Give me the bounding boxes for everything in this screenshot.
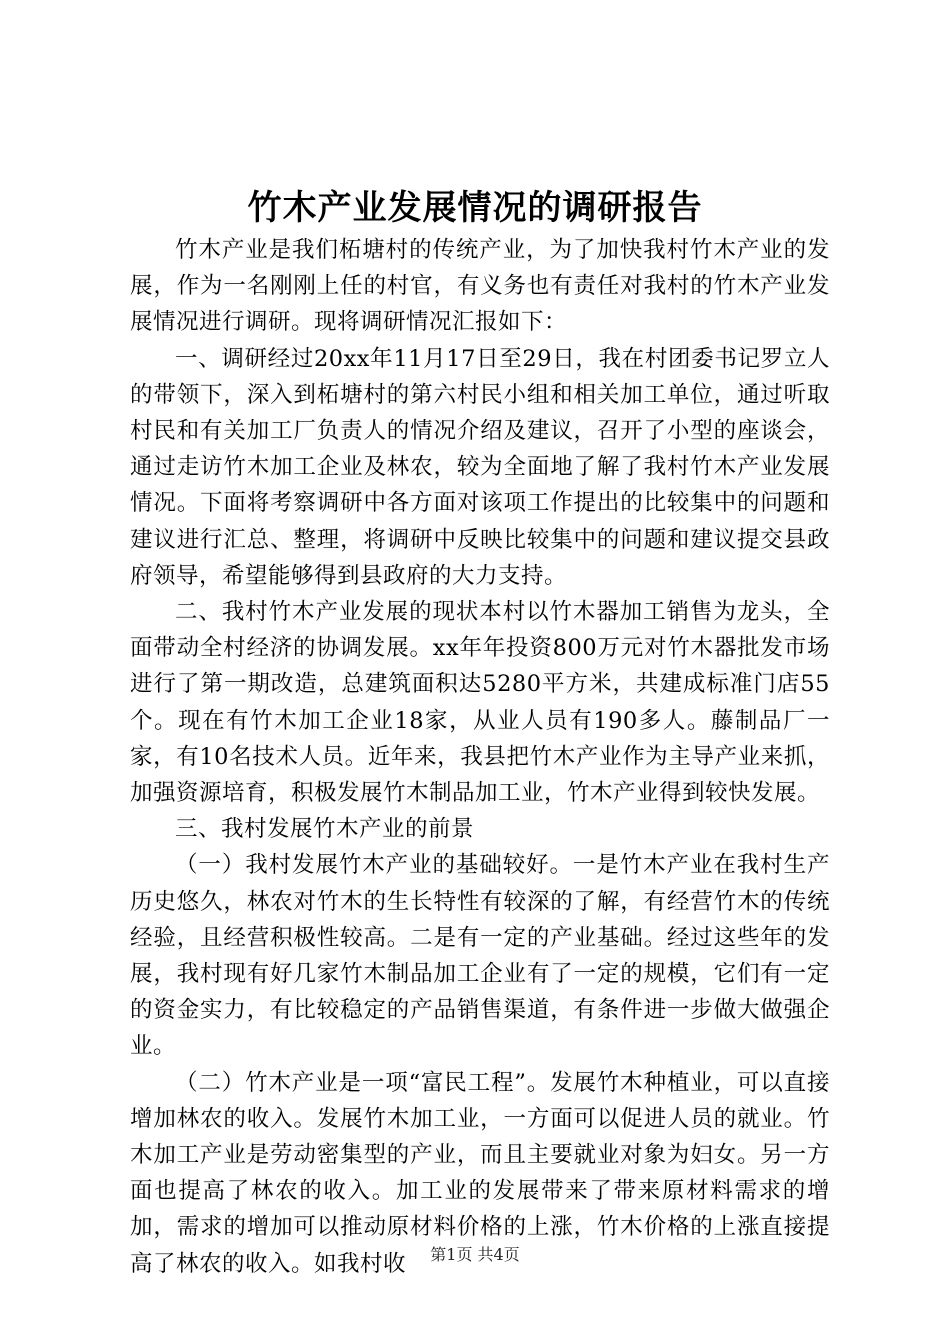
- document-title: 竹木产业发展情况的调研报告: [247, 188, 703, 228]
- page-number-footer: 第1页 共4页: [430, 1245, 520, 1264]
- section-heading-prospects: 三、我村发展竹木产业的前景: [175, 816, 475, 843]
- paragraph-research-process: 一、调研经过20xx年11月17日至29日，我在村团委书记罗立人的带领下，深入到柘塘村的第六村民小组和相关加工单位，通过听取村民和有关加工厂负责人的情况介绍及建议，召开了小型的座谈会，通过走访竹木加工企业及林农，较为全面地了解了我村竹木产业发展情况。下面将考察调研中各方面对该项工作提出的比较集中的问题和建议进行汇总、整理，将调研中反映比较集中的问题和建议提交县政府领导，希望能够得到县政府的大力支持。: [130, 345, 830, 589]
- paragraph-current-status: 二、我村竹木产业发展的现状本村以竹木器加工销售为龙头，全面带动全村经济的协调发展。xx年年投资800万元对竹木器批发市场进行了第一期改造，总建筑面积达5280平方米，共建成标准门店55个。现在有竹木加工企业18家，从业人员有190多人。藤制品厂一家，有10名技术人员。近年来，我县把竹木产业作为主导产业来抓，加强资源培育，积极发展竹木制品加工业，竹木产业得到较快发展。: [130, 599, 830, 807]
- document-body: [130, 232, 830, 1282]
- paragraph-foundation: （一）我村发展竹木产业的基础较好。一是竹木产业在我村生产历史悠久，林农对竹木的生长特性有较深的了解，有经营竹木的传统经验，且经营积极性较高。二是有一定的产业基础。经过这些年的发展，我村现有好几家竹木制品加工企业有了一定的规模，它们有一定的资金实力，有比较稳定的产品销售渠道，有条件进一步做大做强企业。: [130, 852, 830, 1060]
- paragraph-intro: 竹木产业是我们柘塘村的传统产业，为了加快我村竹木产业的发展，作为一名刚刚上任的村官，有义务也有责任对我村的竹木产业发展情况进行调研。现将调研情况汇报如下：: [130, 237, 830, 336]
- paragraph-enrich-people: （二）竹木产业是一项“富民工程”。发展竹木种植业，可以直接增加林农的收入。发展竹木加工业，一方面可以促进人员的就业。竹木加工产业是劳动密集型的产业，而且主要就业对象为妇女。另一方面也提高了林农的收入。加工业的发展带来了带来原材料需求的增加，需求的增加可以推动原材料价格的上涨，竹木价格的上涨直接提高了林农的收入。如我村收: [130, 1069, 830, 1277]
